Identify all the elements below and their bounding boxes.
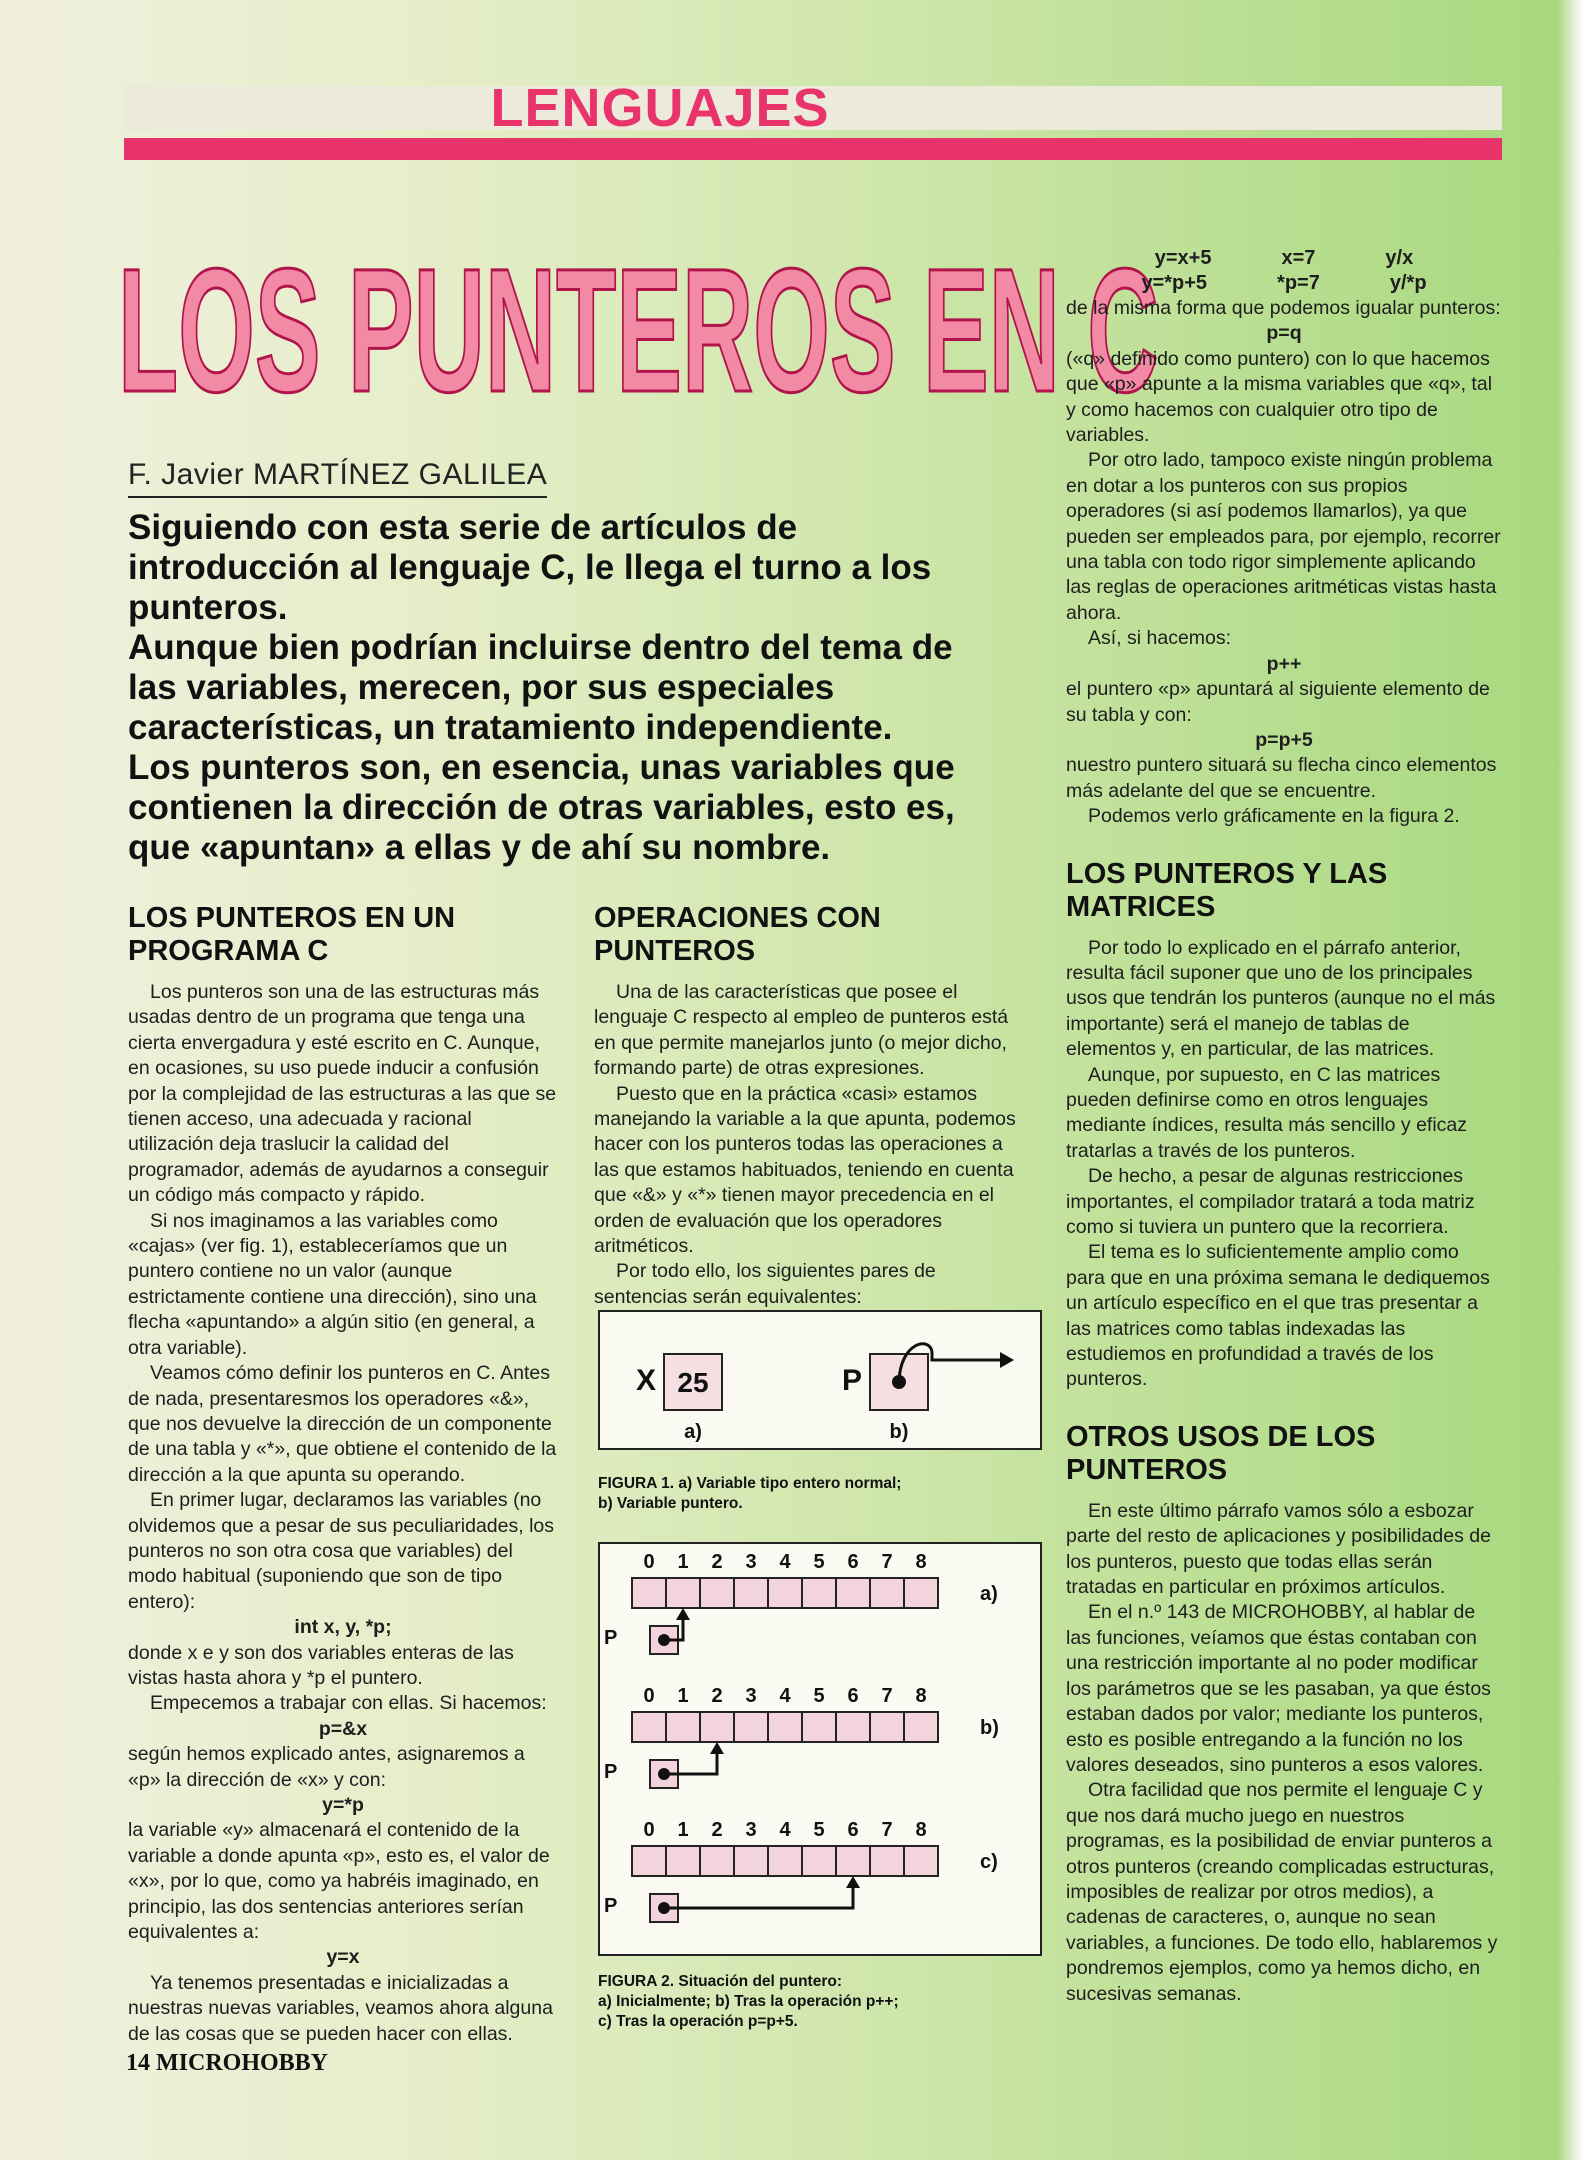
array-index-label: 3 bbox=[745, 1819, 757, 1841]
author-byline: F. Javier MARTÍNEZ GALILEA bbox=[128, 458, 547, 498]
array-index-label: 8 bbox=[915, 1551, 927, 1573]
paragraph: En primer lugar, declaramos las variables (no olvidemos que a pesar de sus peculiaridades, los punteros no son otra cosa que variables) del modo habitual (suponiendo que son de tipo entero): bbox=[128, 1489, 555, 1613]
array-cell bbox=[768, 1578, 802, 1608]
array-index-label: 7 bbox=[881, 1685, 893, 1707]
array-cell bbox=[802, 1712, 836, 1742]
paragraph: Podemos verlo gráficamente en la figura 2. bbox=[1088, 805, 1460, 828]
array-cell bbox=[802, 1578, 836, 1608]
fig1-arrowhead bbox=[1000, 1352, 1014, 1368]
array-cell bbox=[870, 1578, 904, 1608]
paragraph: En el n.º 143 de MICROHOBBY, al hablar de las funciones, veíamos que éstas contaban con una restricción importante al no poder modificar los parámetros que se les pasaban, ya que éstos estaban dados por valor; mediante los punteros, esto es posible entregando a la función no los valores deseados, sino punteros a esos valores. bbox=[1066, 1601, 1491, 1776]
array-cell bbox=[836, 1846, 870, 1876]
array-index-label: 2 bbox=[711, 1551, 723, 1573]
section-heading: OPERACIONES CON PUNTEROS bbox=[594, 902, 881, 967]
expression: y/x bbox=[1385, 247, 1414, 269]
paragraph: Por otro lado, tampoco existe ningún problema en dotar a los punteros con sus propios operadores (si así podemos llamarlos), ya que pueden ser empleados para, por ejemplo, recorrer una tabla con todo rigor simplemente aplicando las reglas de operaciones aritméticas vistas hasta ahora. bbox=[1066, 449, 1501, 624]
row-tag: b) bbox=[980, 1717, 999, 1739]
array-index-label: 7 bbox=[881, 1819, 893, 1841]
array-cell bbox=[768, 1712, 802, 1742]
array-cell bbox=[734, 1846, 768, 1876]
code-line: y=*p bbox=[322, 1794, 364, 1816]
array-cell bbox=[632, 1712, 666, 1742]
array-index-label: 4 bbox=[779, 1551, 791, 1573]
figure-1-diagram bbox=[600, 1312, 1040, 1448]
array-index-label: 3 bbox=[745, 1551, 757, 1573]
array-cell bbox=[870, 1712, 904, 1742]
array-cell bbox=[904, 1846, 938, 1876]
array-cell bbox=[904, 1578, 938, 1608]
array-index-label: 4 bbox=[779, 1685, 791, 1707]
paragraph: Veamos cómo definir los punteros en C. Antes de nada, presentaresmos los operadores «&», que nos devuelve la dirección de un componente de una tabla y «*», que obtiene el contenido de la dirección a la que apunta su operando. bbox=[128, 1362, 557, 1486]
caption-line: c) Tras la operación p=p+5. bbox=[598, 2013, 798, 2030]
fig1-x-label: X bbox=[636, 1364, 657, 1397]
pointer-label: P bbox=[604, 1627, 618, 1649]
paragraph: Si nos imaginamos a las variables como «cajas» (ver fig. 1), estableceríamos que un puntero contiene no un valor (aunque estrictamente contiene una dirección), sino una flecha «apuntando» a algún sitio (en general, a otra variable). bbox=[128, 1209, 537, 1359]
array-cell bbox=[700, 1712, 734, 1742]
array-cell bbox=[904, 1712, 938, 1742]
paragraph: En este último párrafo vamos sólo a esbozar parte del resto de aplicaciones y posibilidades de los punteros, puesto que todas ellas serán tratadas en particular en próximos artículos. bbox=[1066, 1499, 1491, 1599]
expression: y=x+5 bbox=[1154, 247, 1212, 269]
array-index-label: 6 bbox=[847, 1551, 859, 1573]
row-tag: a) bbox=[980, 1583, 998, 1605]
intro-paragraph: Aunque bien podrían incluirse dentro del tema de las variables, merecen, por sus especiales características, un tratamiento independiente. bbox=[128, 628, 953, 747]
expression: x=7 bbox=[1281, 247, 1316, 269]
array-cell bbox=[700, 1846, 734, 1876]
array-cell bbox=[870, 1846, 904, 1876]
array-cell bbox=[734, 1578, 768, 1608]
expression: *p=7 bbox=[1277, 272, 1320, 294]
paragraph: Otra facilidad que nos permite el lenguaje C y que nos dará mucho juego en nuestros programas, es la posibilidad de enviar punteros a otros punteros (creando complicadas estructuras, imposibles de realizar por otros medios), a cadenas de caracteres, o, aunque no sean variables, a funciones. De todo ello, hablaremos y pondremos ejemplos, como ya hemos dicho, en sucesivas semanas. bbox=[1066, 1779, 1498, 2005]
paragraph: donde x e y son dos variables enteras de las vistas hasta ahora y *p el puntero. bbox=[128, 1641, 514, 1689]
code-line: p=q bbox=[1266, 322, 1302, 345]
array-index-label: 3 bbox=[745, 1685, 757, 1707]
fig1-p-label: P bbox=[842, 1364, 863, 1397]
code-line: p=&x bbox=[318, 1717, 368, 1740]
paragraph: según hemos explicado antes, asignaremos a «p» la dirección de «x» y con: bbox=[128, 1743, 525, 1791]
paragraph: Puesto que en la práctica «casi» estamos manejando la variable a la que apunta, podemos hacer con los punteros todas las operaciones a las que estamos habituados, teniendo en cuenta que «&» y «*» tienen mayor precedencia en el orden de evaluación que los operadores aritméticos. bbox=[594, 1082, 1016, 1258]
paragraph: Por todo ello, los siguientes pares de sentencias serán equivalentes: bbox=[594, 1260, 936, 1308]
paragraph: Una de las características que posee el lenguaje C respecto al empleo de punteros está en que permite manejarlos junto (o mejor dicho, formando parte) de otras expresiones. bbox=[594, 981, 1009, 1080]
pointer-label: P bbox=[604, 1895, 618, 1917]
array-index-label: 4 bbox=[779, 1819, 791, 1841]
array-index-label: 1 bbox=[677, 1685, 689, 1707]
caption-line: a) Inicialmente; b) Tras la operación p++; bbox=[598, 1993, 899, 2010]
caption-line: b) Variable puntero. bbox=[598, 1495, 743, 1512]
equivalence-row bbox=[1066, 246, 1502, 271]
fig1-sub-a: a) bbox=[684, 1421, 702, 1443]
row-tag: c) bbox=[980, 1851, 998, 1873]
fig1-sub-b: b) bbox=[889, 1421, 909, 1443]
array-index-label: 1 bbox=[677, 1819, 689, 1841]
section-heading: OTROS USOS DE LOS PUNTEROS bbox=[1066, 1420, 1376, 1486]
array-index-label: 2 bbox=[711, 1819, 723, 1841]
array-index-label: 0 bbox=[643, 1551, 655, 1573]
code-line: p=p+5 bbox=[1255, 728, 1313, 751]
paragraph: Los punteros son una de las estructuras más usadas dentro de un programa que tenga una cierta envergadura y esté escrito en C. Aunque, en ocasiones, su uso puede inducir a confusión por la complejidad de las estructuras a las que se tienen acceso, una adecuada y racional utilización deja traslucir la calidad del programador, además de ayudarnos a conseguir un código más compacto y rápido. bbox=[128, 981, 557, 1207]
figure-2-caption bbox=[598, 1972, 1038, 2032]
pointer-arrowhead bbox=[676, 1608, 690, 1620]
array-index-label: 5 bbox=[813, 1551, 825, 1573]
paragraph: De hecho, a pesar de algunas restricciones importantes, el compilador tratará a toda matriz como si tuviera un puntero que la recorriera. bbox=[1066, 1165, 1475, 1238]
pointer-arrow bbox=[664, 1886, 853, 1908]
paragraph: de la misma forma que podemos igualar punteros: bbox=[1066, 297, 1501, 319]
code-line: int x, y, *p; bbox=[294, 1616, 392, 1639]
array-index-label: 5 bbox=[813, 1819, 825, 1841]
expression: y/*p bbox=[1389, 272, 1427, 294]
fig1-x-value: 25 bbox=[677, 1367, 709, 1398]
array-cell bbox=[666, 1712, 700, 1742]
array-index-label: 2 bbox=[711, 1685, 723, 1707]
column-3 bbox=[1066, 246, 1502, 2007]
array-index-label: 8 bbox=[915, 1685, 927, 1707]
intro-paragraph: Los punteros son, en esencia, unas variables que contienen la dirección de otras variables, esto es, que «apuntan» a ellas y de ahí su nombre. bbox=[128, 748, 955, 867]
paragraph: la variable «y» almacenará el contenido de la variable a donde apunta «p», esto es, el valor de «x», por lo que, como ya habréis imaginado, en principio, las dos sentencias anteriores serían equivalentes a: bbox=[128, 1819, 550, 1944]
equivalence-row bbox=[1066, 271, 1502, 296]
array-cell bbox=[768, 1846, 802, 1876]
paragraph: El tema es lo suficientemente amplio como para que en una próxima semana le dediquemos un artículo específico en el que tras presentar a las matrices como tablas indexadas las estudiemos en profundidad a través de los punteros. bbox=[1066, 1241, 1490, 1391]
figure-1 bbox=[598, 1310, 1042, 1450]
array-index-label: 7 bbox=[881, 1551, 893, 1573]
code-line: p++ bbox=[1266, 652, 1302, 675]
column-1 bbox=[128, 902, 558, 2047]
array-cell bbox=[836, 1578, 870, 1608]
paragraph: («q» definido como puntero) con lo que hacemos que «p» apunte a la misma variables que «q», tal y como hacemos con cualquier otro tipo de variables. bbox=[1066, 347, 1493, 447]
array-cell bbox=[802, 1846, 836, 1876]
array-cell bbox=[666, 1846, 700, 1876]
array-index-label: 8 bbox=[915, 1819, 927, 1841]
array-cell bbox=[632, 1578, 666, 1608]
array-cell bbox=[700, 1578, 734, 1608]
figure-2-diagram bbox=[600, 1544, 1040, 1954]
pointer-arrowhead bbox=[710, 1742, 724, 1754]
array-index-label: 0 bbox=[643, 1819, 655, 1841]
array-cell bbox=[836, 1712, 870, 1742]
caption-line: FIGURA 1. a) Variable tipo entero normal; bbox=[598, 1475, 902, 1492]
section-heading: LOS PUNTEROS EN UN PROGRAMA C bbox=[128, 902, 456, 967]
paragraph: Por todo lo explicado en el párrafo anterior, resulta fácil suponer que uno de los principales usos que tendrán los punteros (aunque no el más importante) será el manejo de tablas de elementos y, en particular, de las matrices. bbox=[1066, 936, 1496, 1061]
array-cell bbox=[632, 1846, 666, 1876]
figure-1-caption bbox=[598, 1474, 1038, 1514]
array-index-label: 6 bbox=[847, 1685, 859, 1707]
paragraph: Así, si hacemos: bbox=[1088, 627, 1232, 650]
array-index-label: 5 bbox=[813, 1685, 825, 1707]
array-index-label: 6 bbox=[847, 1819, 859, 1841]
paragraph: nuestro puntero situará su flecha cinco elementos más adelante del que se encuentre. bbox=[1066, 754, 1497, 802]
array-index-label: 1 bbox=[677, 1551, 689, 1573]
array-cell bbox=[734, 1712, 768, 1742]
array-cell bbox=[666, 1578, 700, 1608]
section-rule bbox=[124, 138, 1502, 160]
array-index-label: 0 bbox=[643, 1685, 655, 1707]
page-edge bbox=[1558, 0, 1584, 2160]
code-line: y=x bbox=[326, 1946, 360, 1969]
page-footer: 14 MICROHOBBY bbox=[126, 2050, 329, 2076]
section-label: LENGUAJES bbox=[490, 78, 830, 138]
intro-lead bbox=[128, 508, 1008, 868]
column-2 bbox=[594, 902, 1030, 1310]
figure-2 bbox=[598, 1542, 1042, 1956]
paragraph: Aunque, por supuesto, en C las matrices pueden definirse como en otros lenguajes mediante índices, resulta más sencillo y eficaz tratarlas a través de los punteros. bbox=[1066, 1063, 1468, 1162]
paragraph: Ya tenemos presentadas e inicializadas a nuestras nuevas variables, veamos ahora alguna de las cosas que se pueden hacer con ellas. bbox=[128, 1971, 553, 2045]
caption-line: FIGURA 2. Situación del puntero: bbox=[598, 1973, 842, 1990]
article-title: LOS PUNTEROS EN C bbox=[118, 233, 1159, 429]
expression: y=*p+5 bbox=[1141, 272, 1208, 294]
pointer-arrowhead bbox=[846, 1876, 860, 1888]
intro-paragraph: Siguiendo con esta serie de artículos de introducción al lenguaje C, le llega el turno a los punteros. bbox=[128, 508, 932, 627]
section-heading: LOS PUNTEROS Y LAS MATRICES bbox=[1066, 857, 1388, 923]
paragraph: Empecemos a trabajar con ellas. Si hacemos: bbox=[150, 1692, 547, 1715]
pointer-label: P bbox=[604, 1761, 618, 1783]
paragraph: el puntero «p» apuntará al siguiente elemento de su tabla y con: bbox=[1066, 678, 1490, 726]
